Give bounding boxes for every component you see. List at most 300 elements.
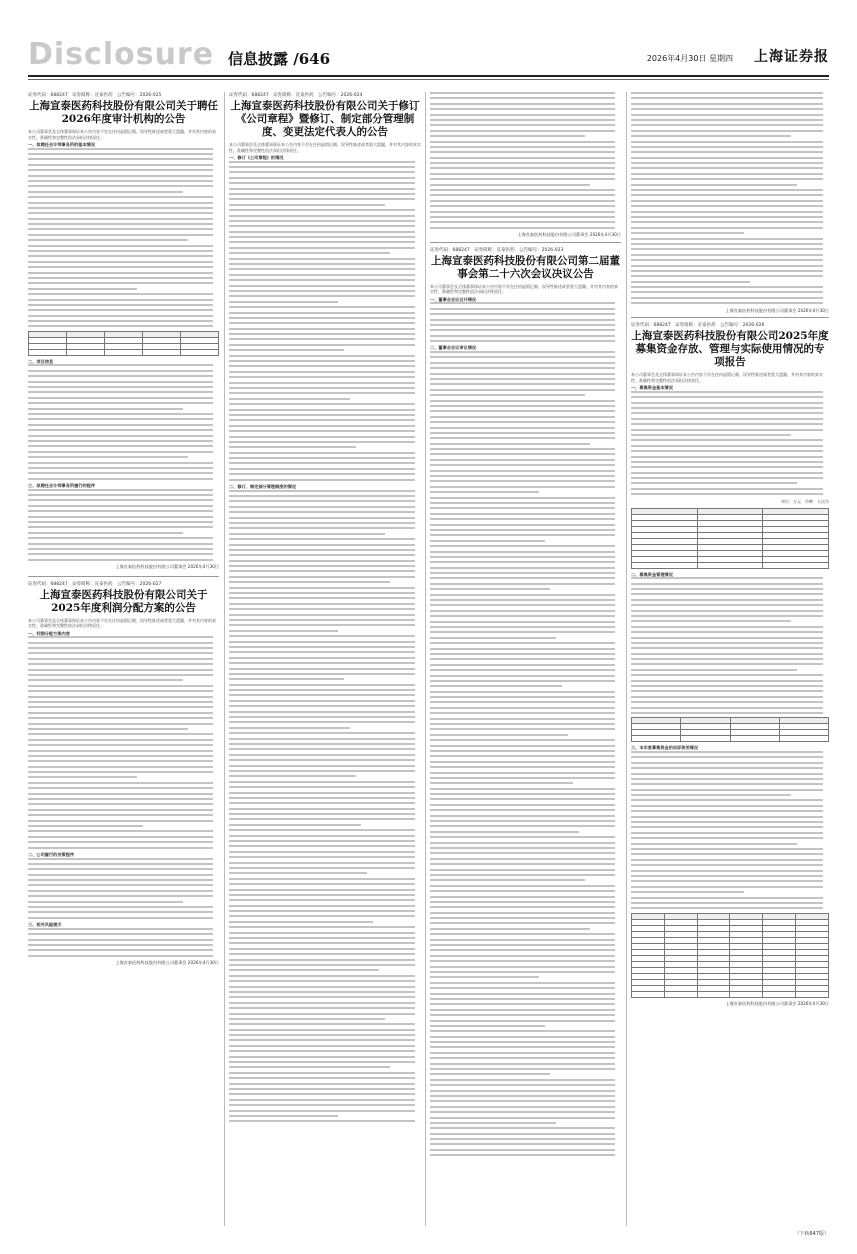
- text-line: [28, 776, 137, 778]
- text-line: [430, 459, 615, 461]
- text-line: [631, 832, 823, 834]
- text-line: [229, 883, 415, 885]
- section-heading: 一、董事会会议召开情况: [430, 296, 477, 302]
- text-line: [229, 948, 415, 950]
- text-line: [28, 863, 213, 865]
- text-line: [631, 604, 823, 606]
- text-line: [430, 108, 615, 110]
- text-line: [631, 291, 823, 293]
- text-line: [28, 820, 213, 822]
- text-line: [430, 534, 615, 536]
- text-line: [631, 870, 823, 872]
- text-line: [631, 583, 823, 585]
- column-divider: [224, 92, 225, 1226]
- text-line: [430, 405, 615, 407]
- text-line: [28, 841, 213, 843]
- text-line: [631, 620, 791, 622]
- text-line: [28, 272, 213, 274]
- text-line: [430, 1133, 615, 1135]
- text-line: [430, 890, 615, 892]
- text-line: [631, 837, 823, 839]
- text-line: [229, 544, 415, 546]
- text-line: [229, 716, 415, 718]
- continued-note: （下转647版）: [794, 1231, 829, 1237]
- text-line: [631, 286, 823, 288]
- text-line: [229, 371, 415, 373]
- text-line: [430, 1041, 615, 1043]
- text-line: [28, 424, 213, 426]
- text-line: [229, 862, 415, 864]
- text-line: [28, 537, 213, 539]
- text-line: [28, 169, 213, 171]
- text-line: [28, 315, 213, 317]
- notice-signature: 上海宣泰医药科技股份有限公司董事会 2026年4月30日: [517, 232, 621, 238]
- text-line: [631, 211, 823, 213]
- text-line: [430, 540, 545, 542]
- audit-info-table: [28, 331, 219, 356]
- text-line: [631, 302, 823, 304]
- text-line: [631, 864, 823, 866]
- text-line: [28, 647, 213, 649]
- text-line: [631, 450, 823, 452]
- body-text: [28, 858, 219, 919]
- text-line: [28, 282, 213, 284]
- text-line: [229, 220, 415, 222]
- text-line: [430, 572, 615, 574]
- text-line: [430, 599, 615, 601]
- text-line: [229, 301, 338, 303]
- text-line: [631, 707, 823, 709]
- text-line: [430, 1138, 615, 1140]
- text-line: [229, 684, 415, 686]
- text-line: [28, 429, 213, 431]
- text-line: [229, 317, 415, 319]
- text-line: [229, 721, 415, 723]
- text-line: [229, 969, 379, 971]
- text-line: [430, 728, 615, 730]
- text-line: [229, 878, 415, 880]
- text-line: [430, 432, 615, 434]
- text-line: [229, 198, 415, 200]
- body-text: [430, 302, 621, 342]
- text-line: [28, 185, 213, 187]
- text-line: [28, 299, 213, 301]
- text-line: [229, 398, 350, 400]
- text-line: [430, 885, 615, 887]
- text-line: [28, 153, 213, 155]
- text-line: [28, 701, 213, 703]
- text-line: [430, 896, 615, 898]
- text-line: [430, 453, 615, 455]
- text-line: [631, 816, 823, 818]
- text-line: [430, 427, 615, 429]
- text-line: [28, 532, 183, 534]
- text-line: [28, 494, 213, 496]
- text-line: [229, 560, 415, 562]
- text-line: [28, 375, 213, 377]
- text-line: [430, 691, 615, 693]
- text-line: [631, 712, 823, 714]
- text-line: [229, 1110, 415, 1112]
- text-line: [430, 502, 615, 504]
- text-line: [229, 651, 415, 653]
- text-line: [229, 479, 415, 481]
- notice-signature: 上海宣泰医药科技股份有限公司董事会 2026年4月30日: [725, 307, 829, 313]
- notice-codes: 证券代码：688247 证券简称：宣泰医药 公告编号：2026-025: [28, 93, 162, 98]
- text-line: [229, 894, 415, 896]
- text-line: [631, 848, 823, 850]
- text-line: [430, 664, 615, 666]
- text-line: [229, 797, 415, 799]
- notice-articles-revision: [229, 92, 421, 1122]
- text-line: [631, 178, 823, 180]
- text-line: [430, 141, 615, 143]
- text-line: [631, 674, 823, 676]
- text-line: [430, 971, 615, 973]
- text-line: [430, 1009, 615, 1011]
- text-line: [28, 288, 137, 290]
- text-line: [430, 421, 615, 423]
- text-line: [430, 577, 615, 579]
- text-line: [229, 1066, 390, 1068]
- text-line: [229, 1120, 415, 1122]
- text-line: [28, 712, 213, 714]
- text-line: [631, 184, 797, 186]
- text-line: [229, 1023, 415, 1025]
- unit-label: 单位：万元 币种：人民币: [781, 498, 829, 504]
- text-line: [631, 805, 823, 807]
- text-line: [28, 814, 213, 816]
- text-line: [28, 397, 213, 399]
- text-line: [631, 907, 823, 909]
- text-line: [229, 419, 415, 421]
- text-line: [631, 238, 823, 240]
- text-line: [229, 732, 415, 734]
- text-line: [430, 1063, 615, 1065]
- notice-audit-firm: [28, 92, 219, 570]
- text-line: [229, 673, 415, 675]
- text-line: [229, 279, 415, 281]
- fund-table-1: [631, 508, 829, 569]
- text-line: [430, 788, 615, 790]
- text-line: [430, 178, 615, 180]
- text-line: [430, 157, 615, 159]
- text-line: [430, 798, 615, 800]
- text-line: [229, 581, 390, 583]
- text-line: [229, 792, 415, 794]
- text-line: [631, 157, 823, 159]
- text-line: [430, 815, 615, 817]
- text-line: [229, 570, 415, 572]
- column-3: [430, 92, 621, 1226]
- text-line: [229, 818, 415, 820]
- text-line: [430, 1090, 615, 1092]
- text-line: [631, 902, 823, 904]
- text-line: [631, 826, 823, 828]
- section-heading: 二、募集资金管理情况: [631, 571, 673, 577]
- text-line: [28, 266, 213, 268]
- text-line: [631, 696, 823, 698]
- notice-codes: 证券代码：688247 证券简称：宣泰医药 公告编号：2026-023: [430, 247, 564, 253]
- text-line: [631, 599, 823, 601]
- text-line: [229, 614, 415, 616]
- text-line: [28, 663, 213, 665]
- text-line: [430, 184, 590, 186]
- text-line: [430, 1020, 615, 1022]
- text-line: [631, 265, 823, 267]
- text-line: [631, 756, 823, 758]
- section-heading: 三、拟聘任会计师事务所履行的程序: [28, 483, 96, 489]
- text-line: [229, 926, 415, 928]
- text-line: [430, 739, 615, 741]
- text-line: [631, 701, 823, 703]
- notice-title: 上海宣泰医药科技股份有限公司关于2025年度利润分配方案的公告: [39, 588, 208, 614]
- text-line: [229, 824, 361, 826]
- section-title: 信息披露 /646: [228, 50, 331, 68]
- text-line: [631, 275, 823, 277]
- text-line: [631, 439, 823, 441]
- text-line: [631, 859, 823, 861]
- notice-codes: 证券代码：688247 证券简称：宣泰医药 公告编号：2026-024: [229, 93, 363, 98]
- text-line: [631, 130, 823, 132]
- text-line: [229, 446, 356, 448]
- text-line: [28, 386, 213, 388]
- text-line: [631, 799, 823, 801]
- fund-table-2: [631, 717, 829, 742]
- text-line: [229, 932, 415, 934]
- text-line: [430, 173, 615, 175]
- text-line: [430, 960, 615, 962]
- text-line: [430, 869, 615, 871]
- text-line: [430, 329, 615, 331]
- text-line: [430, 1095, 615, 1097]
- text-line: [28, 218, 213, 220]
- text-line: [229, 355, 415, 357]
- text-line: [631, 762, 823, 764]
- text-line: [631, 642, 823, 644]
- notice-statement: 本公司董事会及全体董事保证本公告内容不存在任何虚假记载、误导性陈述或者重大遗漏，并对其内容的真实性、准确性和完整性依法承担法律责任。: [28, 129, 216, 140]
- text-line: [28, 642, 213, 644]
- text-line: [430, 146, 615, 148]
- text-line: [430, 124, 615, 126]
- text-line: [229, 522, 415, 524]
- text-line: [28, 658, 213, 660]
- text-line: [229, 312, 415, 314]
- text-line: [430, 205, 615, 207]
- text-line: [430, 114, 615, 116]
- text-line: [430, 944, 615, 946]
- text-line: [430, 394, 585, 396]
- text-line: [430, 130, 615, 132]
- text-line: [430, 416, 615, 418]
- text-line: [229, 851, 415, 853]
- text-line: [631, 843, 797, 845]
- text-line: [229, 592, 415, 594]
- text-line: [430, 1122, 556, 1124]
- text-line: [430, 642, 615, 644]
- text-line: [430, 982, 615, 984]
- text-line: [28, 652, 213, 654]
- text-line: [28, 239, 188, 241]
- text-line: [229, 813, 415, 815]
- text-line: [229, 188, 415, 190]
- section-heading: 二、董事会会议审议情况: [430, 345, 477, 351]
- text-line: [229, 387, 415, 389]
- text-line: [631, 886, 823, 888]
- text-line: [430, 221, 615, 223]
- text-line: [631, 114, 823, 116]
- text-line: [229, 668, 415, 670]
- text-line: [229, 770, 415, 772]
- text-line: [28, 717, 213, 719]
- text-line: [28, 148, 213, 150]
- notice-fund-usage-report: [631, 322, 829, 1006]
- text-line: [229, 915, 415, 917]
- text-line: [229, 1007, 415, 1009]
- text-line: [430, 319, 615, 321]
- text-line: [28, 874, 213, 876]
- text-line: [430, 1084, 615, 1086]
- text-line: [631, 434, 791, 436]
- text-line: [229, 975, 415, 977]
- column-divider: [425, 92, 426, 1226]
- text-line: [631, 423, 823, 425]
- text-line: [631, 477, 823, 479]
- body-text: [28, 489, 219, 561]
- text-line: [28, 325, 213, 327]
- text-line: [229, 1018, 385, 1020]
- text-line: [430, 809, 615, 811]
- section-heading: 一、拟聘任会计师事务所的基本情况: [28, 142, 96, 147]
- text-line: [229, 700, 415, 702]
- text-line: [28, 472, 213, 474]
- text-line: [229, 457, 415, 459]
- text-line: [229, 236, 415, 238]
- text-line: [28, 901, 183, 903]
- notice-signature: 上海宣泰医药科技股份有限公司董事会 2026年4月30日: [725, 1000, 829, 1006]
- text-line: [631, 281, 750, 283]
- text-line: [229, 635, 415, 637]
- text-line: [631, 162, 823, 164]
- text-line: [28, 825, 143, 827]
- text-line: [631, 853, 823, 855]
- text-line: [28, 261, 213, 263]
- text-line: [229, 462, 415, 464]
- text-line: [28, 679, 183, 681]
- text-line: [28, 879, 213, 881]
- text-line: [430, 976, 539, 978]
- notice-statement: 本公司董事会及全体董事保证本公告内容不存在任何虚假记载、误导性陈述或者重大遗漏，并对其内容的真实性、准确性和完整性依法承担法律责任。: [430, 283, 618, 295]
- text-line: [631, 653, 823, 655]
- text-line: [631, 794, 791, 796]
- text-line: [229, 743, 415, 745]
- text-line: [430, 308, 615, 310]
- text-line: [229, 694, 415, 696]
- text-line: [28, 809, 213, 811]
- text-line: [229, 829, 415, 831]
- text-line: [229, 808, 415, 810]
- fund-table-3: [631, 913, 829, 998]
- text-line: [631, 472, 823, 474]
- text-line: [28, 293, 213, 295]
- text-line: [631, 124, 823, 126]
- section-heading: 二、项目信息: [28, 358, 54, 364]
- text-line: [28, 228, 213, 230]
- text-line: [430, 200, 615, 202]
- text-line: [631, 445, 823, 447]
- text-line: [631, 456, 823, 458]
- text-line: [631, 135, 791, 137]
- text-line: [430, 1143, 615, 1145]
- text-line: [430, 92, 615, 94]
- text-line: [631, 778, 823, 780]
- text-line: [430, 480, 615, 482]
- text-line: [430, 437, 615, 439]
- text-line: [430, 993, 615, 995]
- text-line: [430, 750, 615, 752]
- text-line: [28, 890, 213, 892]
- text-line: [229, 1115, 338, 1117]
- text-line: [631, 626, 823, 628]
- text-line: [430, 604, 615, 606]
- text-line: [430, 1057, 615, 1059]
- text-line: [28, 771, 213, 773]
- text-line: [28, 690, 213, 692]
- notice-codes: 证券代码：688247 证券简称：宣泰医药 公告编号：2026-026: [631, 323, 765, 329]
- text-line: [229, 1039, 415, 1041]
- section-heading: 一、修订《公司章程》的情况: [229, 155, 284, 160]
- text-line: [229, 182, 415, 184]
- text-line: [430, 324, 615, 326]
- section-heading: 二、公司履行的决策程序: [28, 851, 75, 857]
- text-line: [229, 738, 415, 740]
- section-heading: 二、修订、制定部分管理制度的情况: [229, 484, 297, 490]
- text-line: [28, 793, 213, 795]
- text-line: [28, 944, 213, 946]
- text-line: [28, 223, 213, 225]
- text-line: [229, 295, 415, 297]
- text-line: [430, 1111, 615, 1113]
- text-line: [28, 207, 213, 209]
- text-line: [229, 1099, 415, 1101]
- text-line: [28, 766, 213, 768]
- text-line: [229, 754, 415, 756]
- text-line: [229, 845, 415, 847]
- issue-date: 2026年4月30日 星期四: [646, 54, 733, 63]
- text-line: [229, 403, 415, 405]
- text-line: [430, 545, 615, 547]
- notice-signature: 上海宣泰医药科技股份有限公司董事会 2026年4月30日: [115, 960, 219, 966]
- section-heading: 三、相关风险提示: [28, 922, 62, 928]
- text-line: [28, 521, 213, 523]
- text-line: [229, 587, 415, 589]
- masthead-rule: [28, 75, 829, 77]
- notice-profit-distribution: [28, 581, 219, 966]
- text-line: [229, 193, 415, 195]
- text-line: [430, 216, 615, 218]
- text-line: [229, 711, 415, 713]
- text-line: [229, 436, 415, 438]
- text-line: [229, 274, 415, 276]
- text-line: [229, 802, 415, 804]
- text-line: [430, 847, 615, 849]
- notice-title: 上海宣泰医药科技股份有限公司第二届董事会第二十六次会议决议公告: [431, 254, 620, 280]
- text-line: [430, 507, 615, 509]
- text-line: [430, 804, 615, 806]
- text-line: [229, 996, 415, 998]
- text-line: [430, 755, 615, 757]
- disclosure-wordmark: Disclosure: [28, 37, 215, 72]
